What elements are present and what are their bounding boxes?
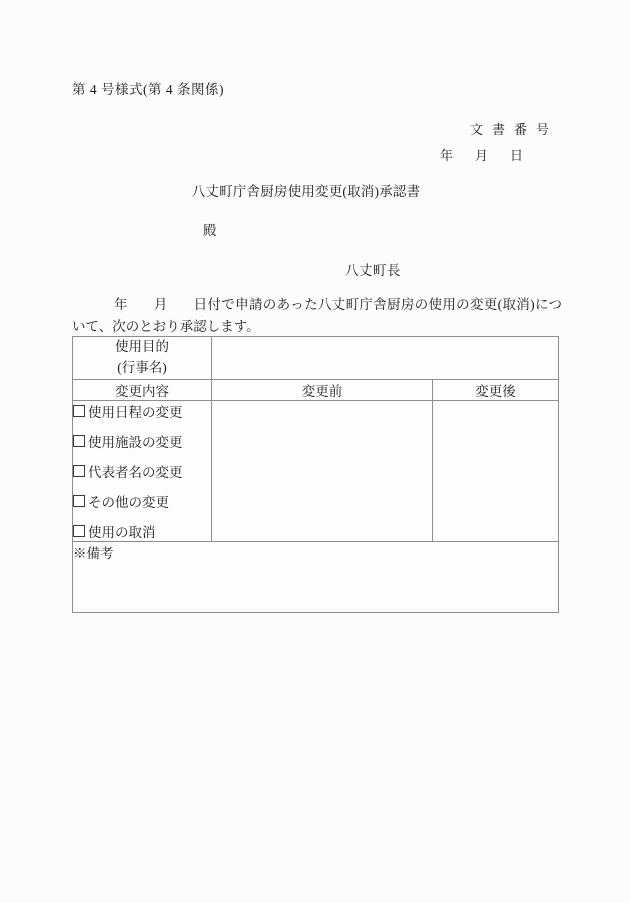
checkbox-icon[interactable] (73, 435, 85, 447)
document-number-label: 文書番号 (469, 122, 558, 137)
body-date-blanks: 年月 (114, 297, 194, 312)
check-item-other-change[interactable] (73, 491, 211, 511)
checkbox-icon[interactable] (73, 495, 85, 507)
remarks-cell[interactable] (73, 541, 559, 612)
column-header-change-content: 変更内容 (73, 379, 212, 400)
document-date-label: 年月日 (439, 148, 545, 163)
page-title: 八丈町庁舎厨房使用変更(取消)承認書 (191, 184, 421, 199)
before-value-field[interactable] (212, 400, 433, 541)
form-number: 第 4 号様式(第 4 条関係) (72, 82, 224, 97)
table-row-column-headers (73, 379, 559, 400)
check-item-facility-change[interactable] (73, 431, 211, 451)
purpose-label-cell (73, 337, 212, 380)
change-approval-table (72, 336, 559, 613)
body-paragraph (72, 294, 562, 338)
check-item-representative-change[interactable] (73, 461, 211, 481)
change-items-list (73, 400, 212, 541)
column-header-before: 変更前 (212, 379, 433, 400)
checkbox-icon[interactable] (73, 465, 85, 477)
check-item-label: その他の変更 (88, 494, 169, 510)
table-row-remarks (73, 541, 559, 612)
check-item-label: 代表者名の変更 (88, 464, 183, 480)
checkbox-icon[interactable] (73, 405, 85, 417)
checkbox-icon[interactable] (73, 525, 85, 537)
check-item-schedule-change[interactable] (73, 401, 211, 421)
issuer-name: 八丈町長 (345, 263, 401, 278)
check-item-label: 使用の取消 (88, 524, 156, 540)
check-item-label: 使用施設の変更 (88, 434, 183, 450)
table-row-purpose (73, 337, 559, 380)
check-item-cancellation[interactable] (73, 521, 211, 541)
column-header-after: 変更後 (433, 379, 559, 400)
purpose-label-line1: 使用目的 (115, 339, 169, 354)
table-row-change-details (73, 400, 559, 541)
purpose-label-line2: (行事名) (117, 359, 167, 375)
after-value-field[interactable] (433, 400, 559, 541)
remarks-label: ※備考 (73, 545, 114, 561)
purpose-value-field[interactable] (212, 337, 559, 380)
document-meta-block (440, 119, 560, 164)
body-paragraph-text: 日付で申請のあった八丈町庁舎厨房の使用の変更(取消)について、次のとおり承認します。 (72, 297, 562, 334)
check-item-label: 使用日程の変更 (88, 404, 183, 420)
addressee-honorific: 殿 (203, 223, 217, 238)
